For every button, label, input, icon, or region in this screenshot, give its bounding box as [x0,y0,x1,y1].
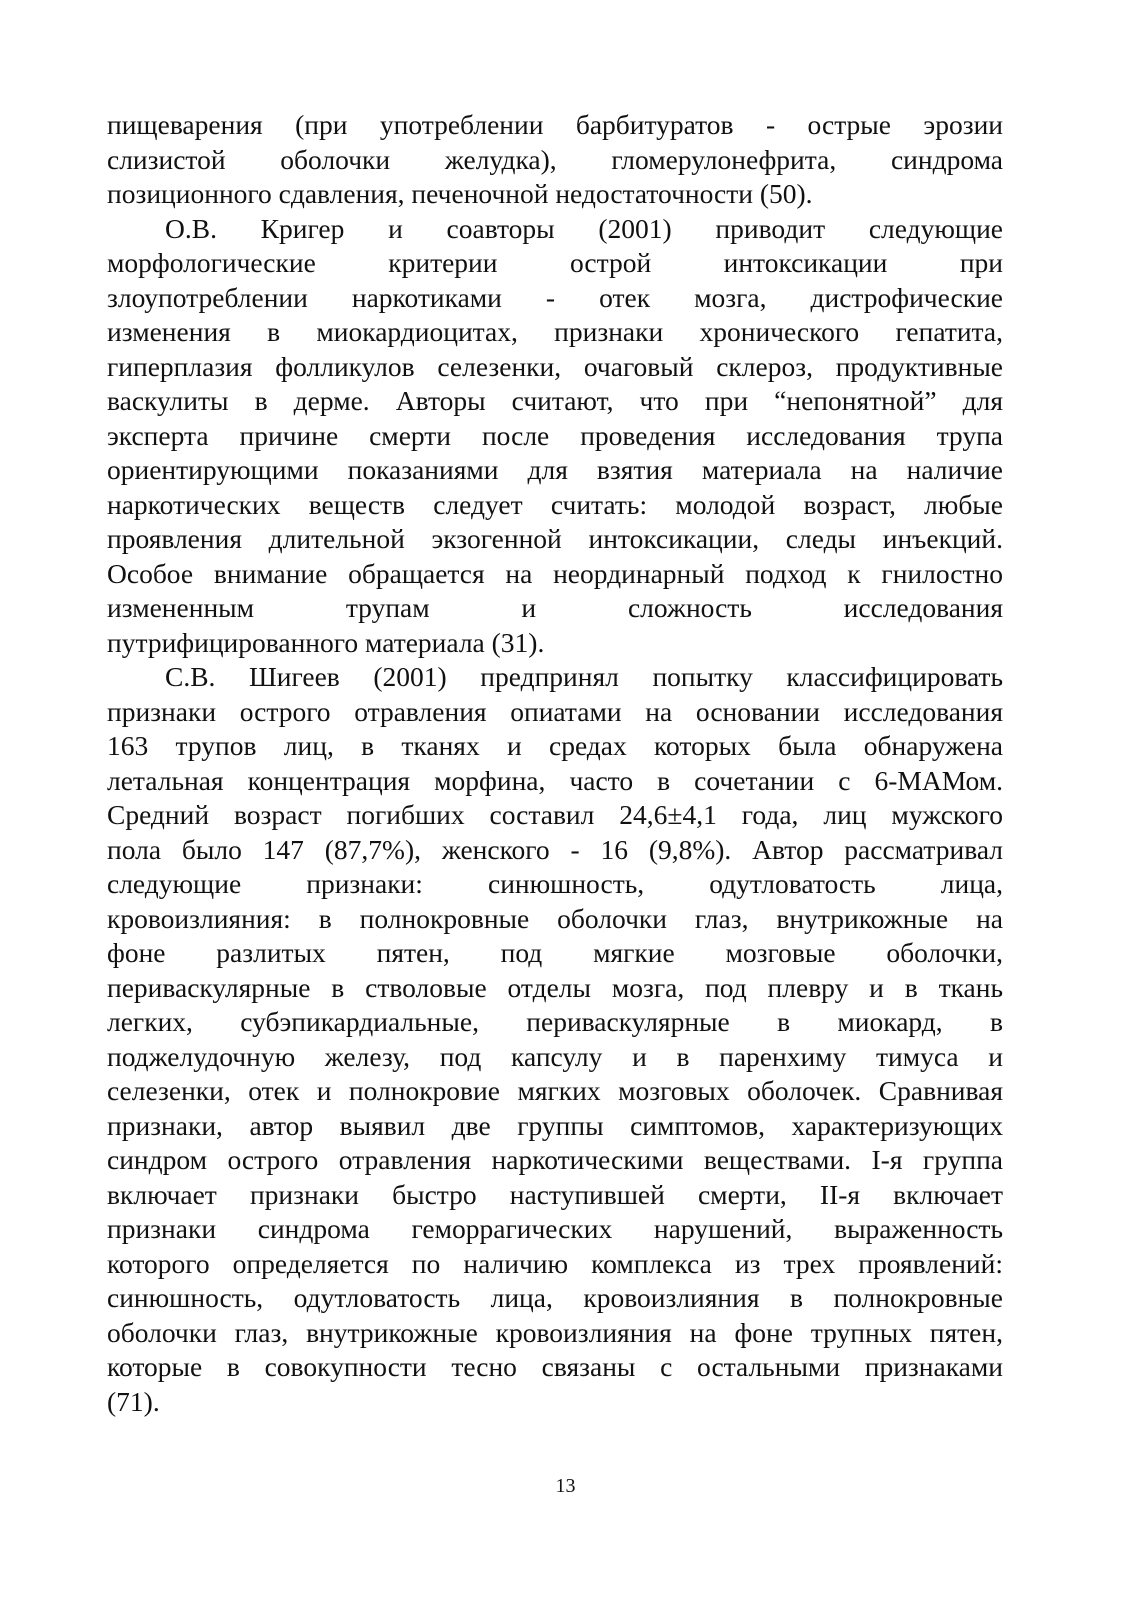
page-number: 13 [555,1475,576,1497]
text-line: признаки, автор выявил две группы симптомов, характеризующих [107,1109,1003,1141]
text-line: морфологические критерии острой интоксикации при [107,247,1003,278]
paragraph-first-line: О.В. Кригер и соавторы (2001) приводит следующие [165,212,1003,244]
text-line: которые в совокупности тесно связаны с остальными признаками [107,1351,1003,1382]
text-line: проявления длительной экзогенной интоксикации, следы инъекций. [107,523,1003,554]
text-line: Особое внимание обращается на неординарный подход к гнилостно [107,557,1003,589]
text-line: пола было 147 (87,7%), женского - 16 (9,8%). Автор рассматривал [107,833,1003,865]
text-line: оболочки глаз, внутрикожные кровоизлияния на фоне трупных пятен, [107,1316,1003,1348]
text-line: путрифицированного материала (31). [107,626,545,658]
text-line: поджелудочную железу, под капсулу и в паренхиму тимуса и [107,1040,1003,1072]
text-line: позиционного сдавления, печеночной недостаточности (50). [107,178,813,209]
text-line: эксперта причине смерти после проведения исследования трупа [107,419,1003,451]
text-line: (71). [107,1385,160,1417]
text-line: селезенки, отек и полнокровие мягких мозговых оболочек. Сравнивая [107,1075,1003,1106]
text-line: измененным трупам и сложность исследования [107,592,1003,623]
text-line: фоне разлитых пятен, под мягкие мозговые оболочки, [107,937,1003,968]
text-line: васкулиты в дерме. Авторы считают, что при “непонятной” для [107,385,1003,416]
text-line: которого определяется по наличию комплекса из трех проявлений: [107,1247,1003,1279]
body-text [107,108,1003,1419]
text-line: включает признаки быстро наступившей смерти, II-я включает [107,1178,1003,1210]
text-line: синюшность, одутловатость лица, кровоизлияния в полнокровные [107,1282,1003,1313]
text-line: признаки синдрома геморрагических нарушений, выраженность [107,1213,1003,1244]
text-line: периваскулярные в стволовые отделы мозга, под плевру и в ткань [107,971,1003,1003]
text-line: Средний возраст погибших составил 24,6±4,1 года, лиц мужского [107,799,1003,830]
text-line: наркотических веществ следует считать: молодой возраст, любые [107,488,1003,520]
text-line: ориентирующими показаниями для взятия материала на наличие [107,454,1003,485]
text-line: летальная концентрация морфина, часто в сочетании с 6-МАМом. [107,764,1003,796]
text-line: кровоизлияния: в полнокровные оболочки глаз, внутрикожные на [107,902,1003,934]
text-line: 163 трупов лиц, в тканях и средах которых была обнаружена [107,730,1003,761]
text-line: синдром острого отравления наркотическими веществами. I-я группа [107,1144,1003,1175]
text-line: пищеварения (при употреблении барбитуратов - острые эрозии [107,109,1003,140]
text-line: слизистой оболочки желудка), гломерулонефрита, синдрома [107,143,1003,175]
paragraph-first-line: С.В. Шигеев (2001) предпринял попытку классифицировать [165,661,1003,692]
text-line: злоупотреблении наркотиками - отек мозга, дистрофические [107,281,1003,313]
text-line: гиперплазия фолликулов селезенки, очаговый склероз, продуктивные [107,350,1003,382]
text-line: изменения в миокардиоцитах, признаки хронического гепатита, [107,316,1003,347]
text-line: признаки острого отравления опиатами на основании исследования [107,695,1003,727]
text-line: легких, субэпикардиальные, периваскулярные в миокард, в [107,1006,1003,1037]
text-line: следующие признаки: синюшность, одутловатость лица, [107,868,1003,899]
